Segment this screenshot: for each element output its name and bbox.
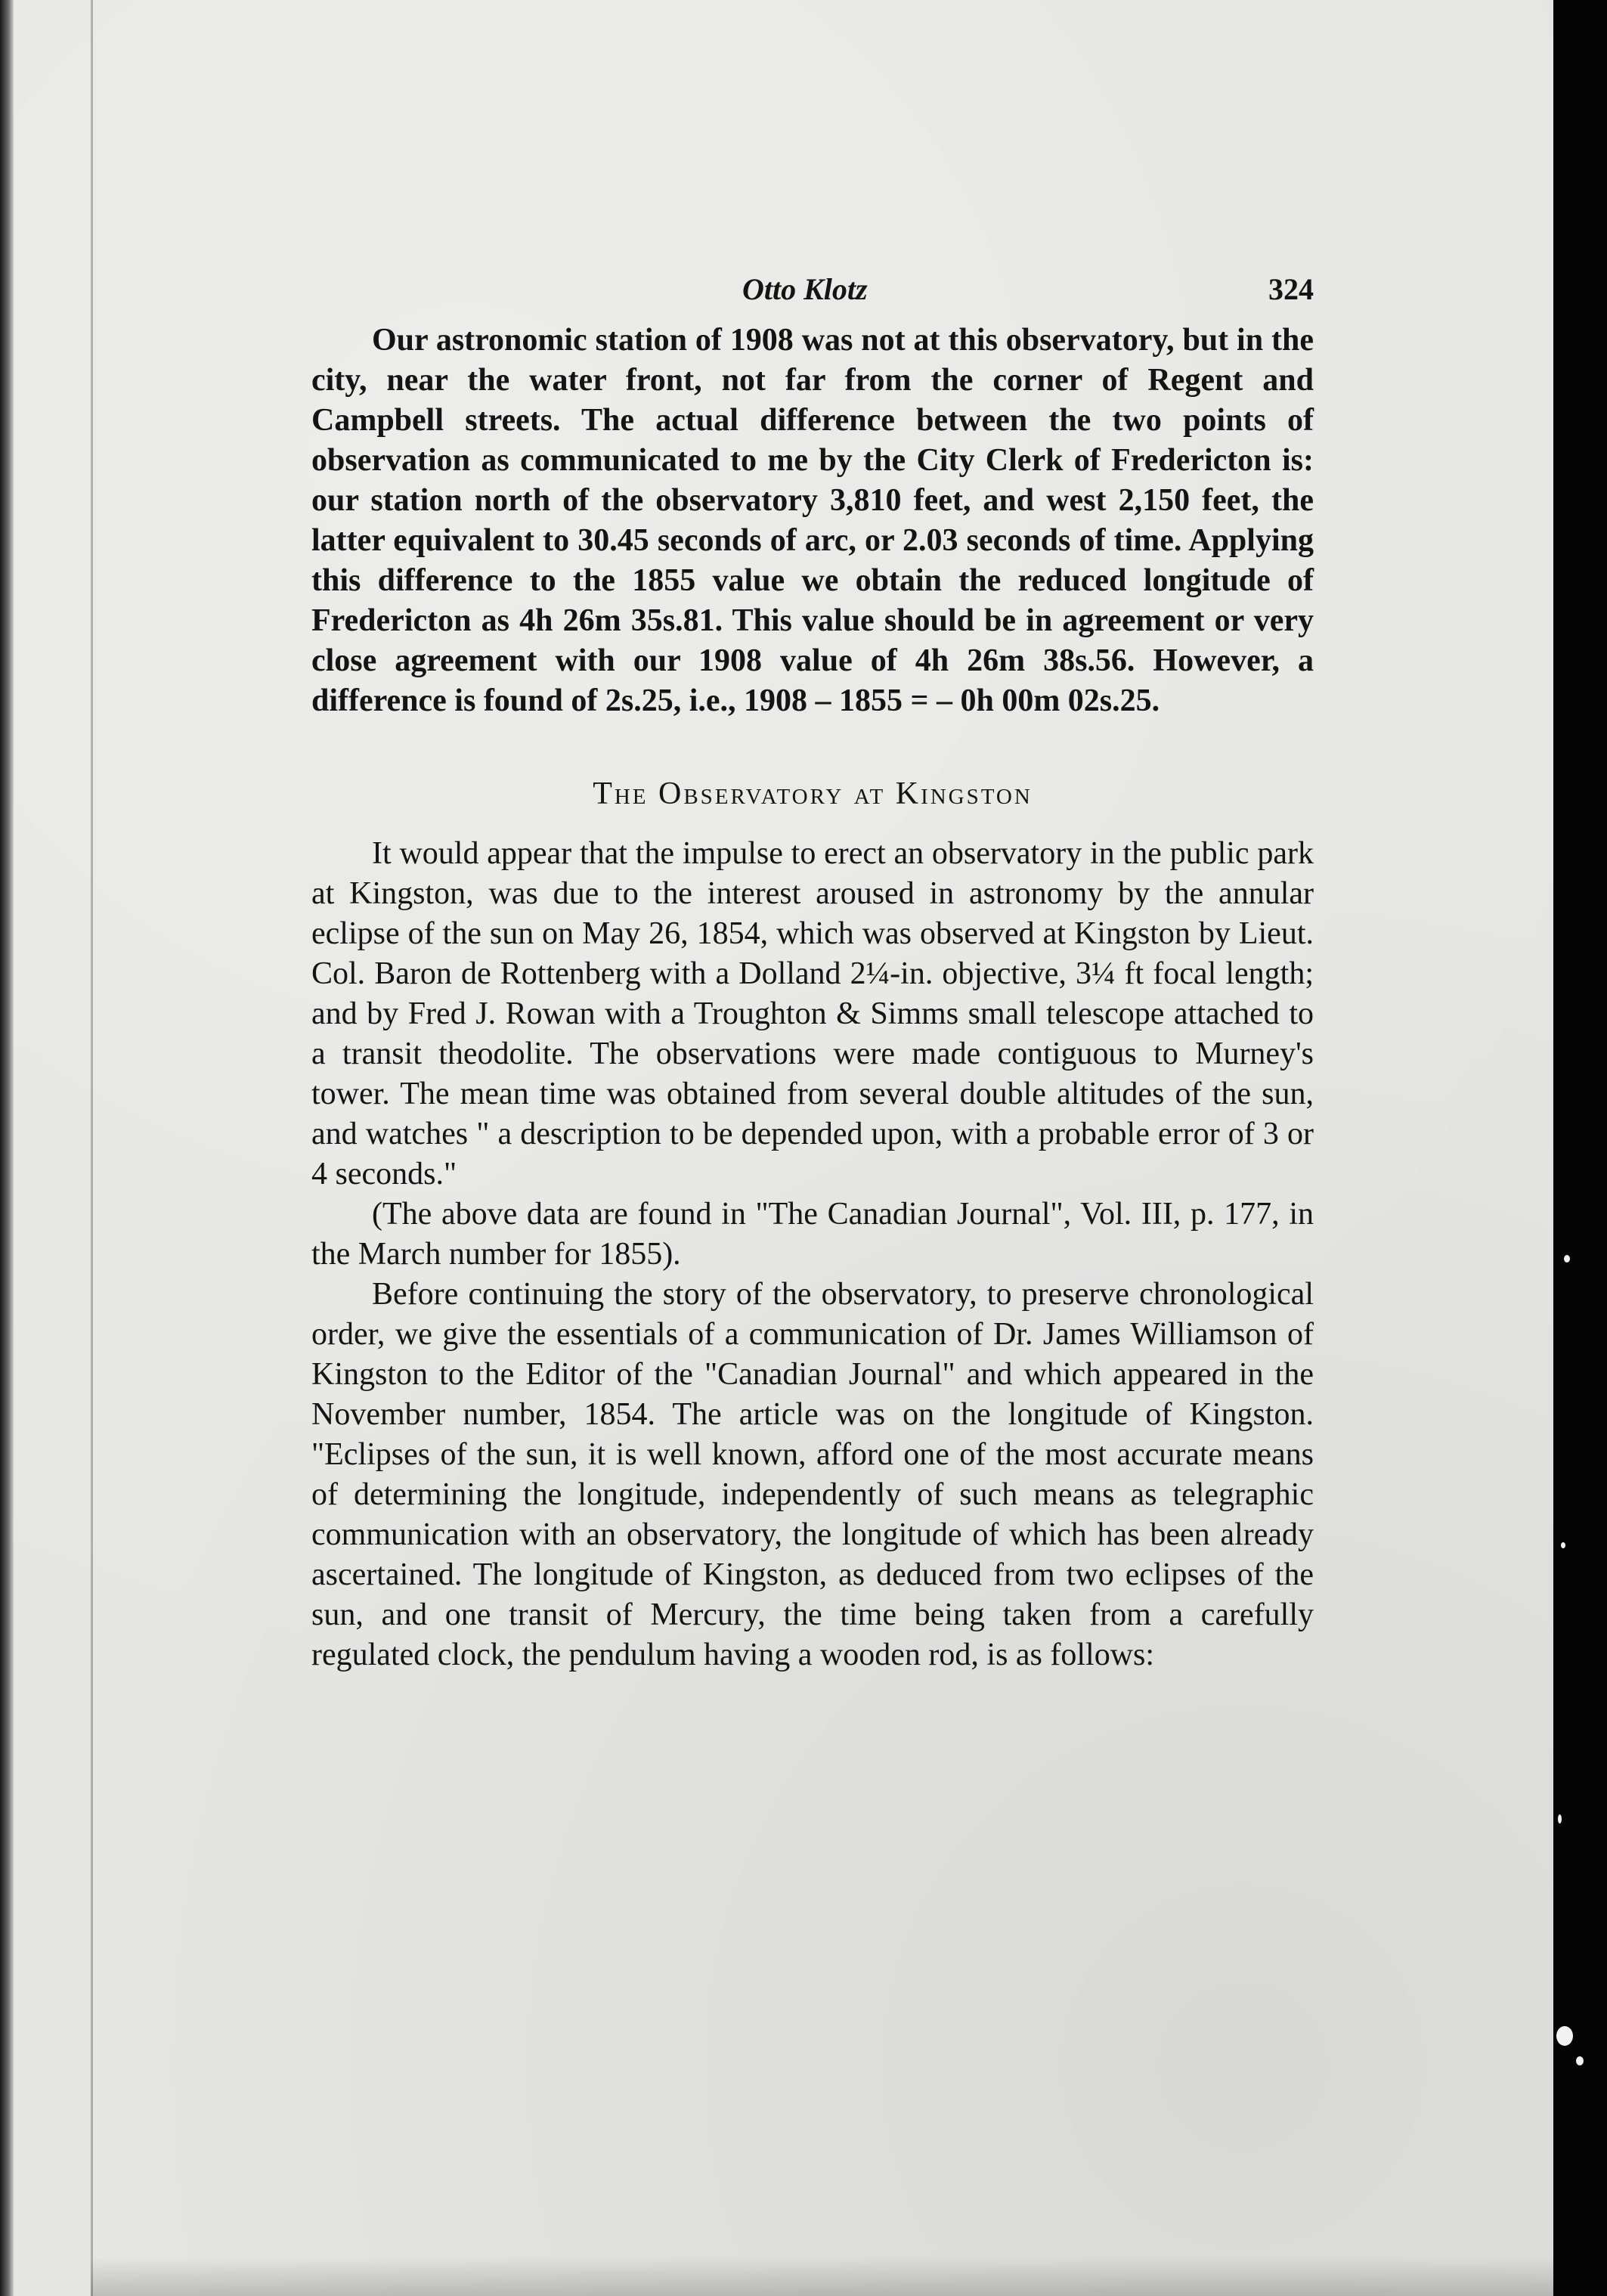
paragraph-canadian-journal-note: (The above data are found in "The Canadian Journal", Vol. III, p. 177, in the March number for 1855).	[311, 1197, 1314, 1272]
scan-speck	[1564, 1255, 1570, 1263]
section-heading: The Observatory at Kingston	[593, 776, 1033, 811]
scan-speck	[1556, 2026, 1573, 2046]
paragraph-kingston-eclipse: It would appear that the impulse to erect an observatory in the public park at Kingston, was due to the interest aroused in astronomy by the annular eclipse of the sun on May 26, 1854, which was observed at Kingston by Lieut. Col. Baron de Rottenberg with a Dolland 2¼-in. objective, 3¼ ft focal length; and by Fred J. Rowan with a Troughton & Simms small telescope attached to a transit theodolite. The observations were made contiguous to Murney's tower. The mean time was obtained from several double altitudes of the sun, and watches " a description to be depended upon, with a probable error of 3 or 4 seconds."	[311, 836, 1314, 1191]
running-head-author: Otto Klotz	[742, 272, 868, 306]
scan-speck	[1561, 1542, 1565, 1548]
gutter-line	[91, 0, 93, 2296]
scan-border-right	[1553, 0, 1607, 2296]
bottom-shadow	[91, 2257, 1553, 2296]
scan-speck	[1558, 1814, 1562, 1823]
running-head	[311, 269, 1314, 314]
page-edge-left	[0, 0, 14, 2296]
page-number: 324	[1268, 272, 1314, 306]
paragraph-williamson-communication: Before continuing the story of the observatory, to preserve chronological order, we give the essentials of a communication of Dr. James Williamson of Kingston to the Editor of the "Canadian Journal" and which appeared in the November number, 1854. The article was on the longitude of Kingston. "Eclipses of the sun, it is well known, afford one of the most accurate means of determining the longitude, independently of such means as telegraphic communication with an observatory, the longitude of which has been already ascertained. The longitude of Kingston, as deduced from two eclipses of the sun, and one transit of Mercury, the time being taken from a carefully regulated clock, the pendulum having a wooden rod, is as follows:	[311, 1277, 1314, 1672]
text-block	[311, 269, 1314, 1675]
paragraph-fredericton: Our astronomic station of 1908 was not at this observatory, but in the city, near the water front, not far from the corner of Regent and Campbell streets. The actual difference between the two points of observation as communicated to me by the City Clerk of Fredericton is: our station north of the observatory 3,810 feet, and west 2,150 feet, the latter equivalent to 30.45 seconds of arc, or 2.03 seconds of time. Applying this difference to the 1855 value we obtain the reduced longitude of Fredericton as 4h 26m 35s.81. This value should be in agreement or very close agreement with our 1908 value of 4h 26m 38s.56. However, a difference is found of 2s.25, i.e., 1908 – 1855 = – 0h 00m 02s.25.	[311, 323, 1314, 718]
scan-speck	[1576, 2056, 1584, 2065]
